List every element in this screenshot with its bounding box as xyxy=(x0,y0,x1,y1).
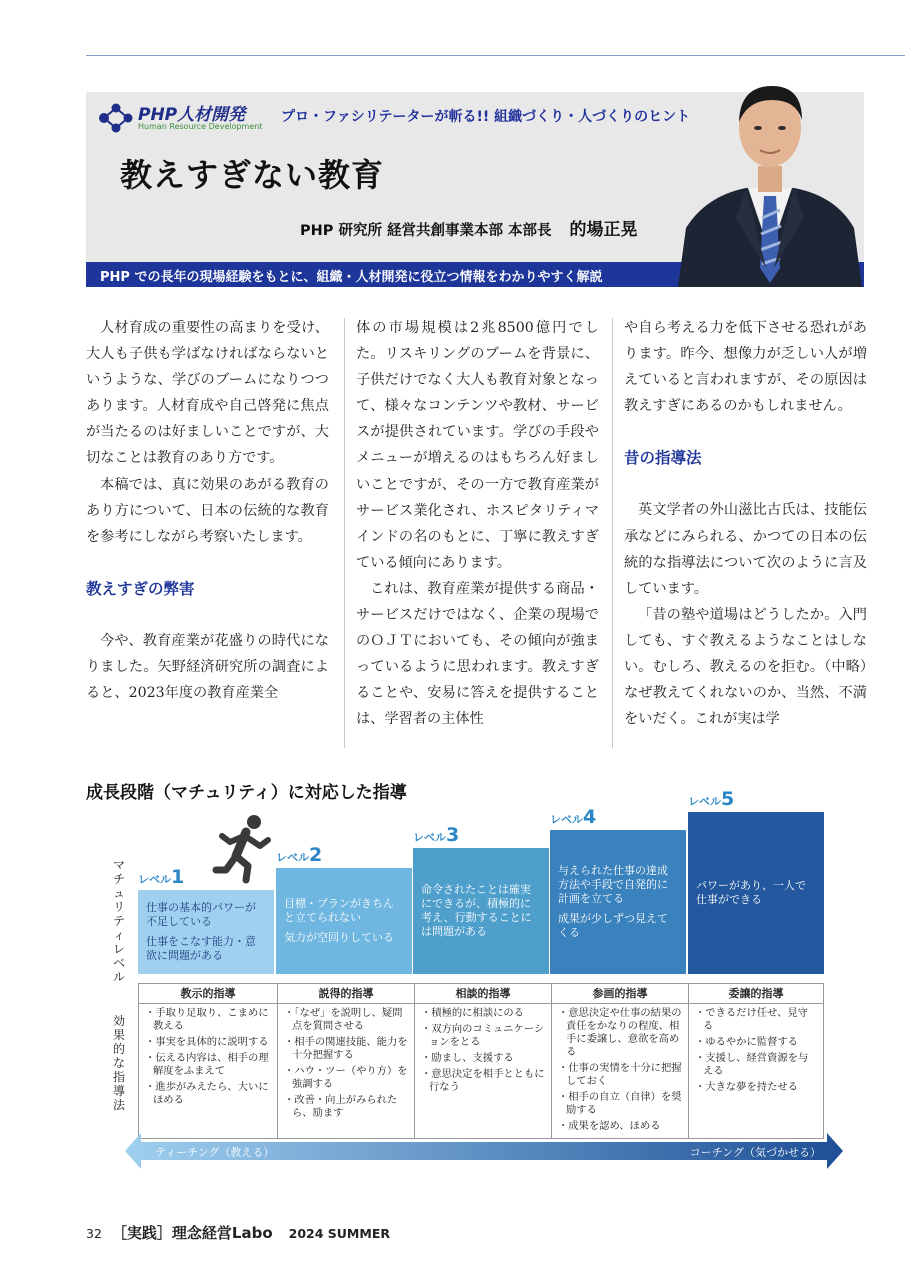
guidance-list xyxy=(139,1004,277,1107)
guidance-item: ・ 意思決定を相手とともに行なう xyxy=(421,1068,546,1094)
level-bar xyxy=(550,830,686,974)
paragraph: 体の市場規模は2兆8500億円でした。リスキリングのブームを背景に、子供だけでなく大人も教育対象となって、様々なコンテンツや教材、サービスが提供されています。学びの手段やメニューが増えるのはもちろん好ましいことですが、その一方で教育産業がサービス業化され、ホスピタリティマインドの名のもとに、丁寧に教えすぎている傾向にあります。 xyxy=(356,320,599,571)
php-logo xyxy=(96,98,271,138)
level-description: 成果が少しずつ見えてくる xyxy=(558,912,668,939)
level-word: レベル xyxy=(550,813,583,826)
level-number: 5 xyxy=(721,788,735,810)
column-3 xyxy=(624,315,867,732)
section-heading: 教えすぎの弊害 xyxy=(86,579,195,598)
guidance-axis-label: 効果的な指導法 xyxy=(112,1014,125,1112)
level-description: 命令されたことは確実にできるが、積極的に考え、行動することには問題がある xyxy=(421,883,532,938)
level-description: 仕事をこなす能力・意欲に問題がある xyxy=(146,935,256,962)
level-label xyxy=(276,844,322,866)
guidance-list xyxy=(552,1004,688,1133)
level-word: レベル xyxy=(276,851,309,864)
guidance-heading: 教示的指導 xyxy=(139,984,277,1004)
level-description: 気力が空回りしている xyxy=(284,931,394,944)
level-bar xyxy=(688,812,824,974)
guidance-item: ・ 意思決定や仕事の結果の責任をかなりの程度、相手に委譲し、意欲を高める xyxy=(558,1007,683,1059)
paragraph: や自ら考える力を低下させる恐れがあります。昨今、想像力が乏しい人が増えていると言われますが、その原因は教えすぎにあるのかもしれません。 xyxy=(624,320,867,415)
level-label xyxy=(413,824,459,846)
guidance-item: ・ 支援し、経営資源を与える xyxy=(695,1052,818,1078)
guidance-list xyxy=(415,1004,551,1094)
guidance-item: ・ 伝える内容は、相手の理解度をふまえて xyxy=(145,1052,272,1078)
level-bar xyxy=(276,868,412,974)
author-name: 的場正晃 xyxy=(569,220,638,240)
level-bar xyxy=(413,848,549,974)
column-2 xyxy=(356,315,599,733)
guidance-item: ・ 成果を認め、ほめる xyxy=(558,1120,683,1133)
level-number: 2 xyxy=(309,844,323,866)
guidance-item: ・ 事実を具体的に説明する xyxy=(145,1036,272,1049)
level-label xyxy=(688,788,734,810)
guidance-heading: 委譲的指導 xyxy=(689,984,823,1004)
guidance-list xyxy=(278,1004,414,1120)
coaching-label: コーチング（気づかせる） xyxy=(689,1146,821,1159)
guidance-item: ・ できるだけ任せ、見守る xyxy=(695,1007,818,1033)
running-person-icon xyxy=(212,812,272,884)
level-number: 1 xyxy=(171,866,185,888)
guidance-list xyxy=(689,1004,823,1094)
author-portrait xyxy=(676,78,864,287)
guidance-item: ・ 相手の自立（自律）を奨励する xyxy=(558,1091,683,1117)
column-divider xyxy=(612,318,613,748)
issue-label: 2024 SUMMER xyxy=(288,1226,390,1241)
guidance-item: ・ 相手の関連技能、能力を十分把握する xyxy=(284,1036,409,1062)
paragraph: 今や、教育産業が花盛りの時代になりました。矢野経済研究所の調査によると、2023年度の教育産業全 xyxy=(86,632,329,702)
guidance-column xyxy=(277,984,414,1138)
guidance-column xyxy=(139,984,277,1138)
guidance-item: ・ 改善・向上がみられたら、励ます xyxy=(284,1094,409,1120)
top-rule xyxy=(86,55,905,56)
guidance-item: ・ 大きな夢を持たせる xyxy=(695,1081,818,1094)
paragraph: 人材育成の重要性の高まりを受け、大人も子供も学ばなければならないというような、学びのブームになりつつあります。人材育成や自己啓発に焦点が当たるのは好ましいことですが、大切なことは教育のあり方です。 xyxy=(86,320,329,467)
figure-title: 成長段階（マチュリティ）に対応した指導 xyxy=(86,783,407,803)
level-description: 与えられた仕事の達成方法や手段で自発的に計画を立てる xyxy=(558,864,668,905)
article-title: 教えすぎない教育 xyxy=(120,156,385,194)
paragraph: 英文学者の外山滋比古氏は、技能伝承などにみられる、かつての日本の伝統的な指導法について次のように言及しています。 xyxy=(624,502,867,597)
level-description: パワーがあり、一人で仕事ができる xyxy=(696,879,806,906)
column-1 xyxy=(86,315,329,706)
level-bar xyxy=(138,890,274,974)
byline xyxy=(300,215,638,240)
guidance-item: ・ 積極的に相談にのる xyxy=(421,1007,546,1020)
guidance-item: ・ 双方向のコミュニケーションをとる xyxy=(421,1023,546,1049)
section-heading: 昔の指導法 xyxy=(624,449,702,468)
level-number: 4 xyxy=(583,806,597,828)
paragraph: 「昔の塾や道場はどうしたか。入門しても、すぐ教えるようなことはしない。むしろ、教えるのを拒む。（中略）なぜ教えてくれないのか、当然、不満をいだく。これが実は学 xyxy=(624,606,867,728)
guidance-item: ・ 仕事の実情を十分に把握しておく xyxy=(558,1062,683,1088)
guidance-heading: 参画的指導 xyxy=(552,984,688,1004)
maturity-axis-label: マチュリティレベル xyxy=(112,858,125,984)
level-number: 3 xyxy=(446,824,460,846)
magazine-name: ［実践］理念経営Labo xyxy=(111,1224,273,1242)
level-label xyxy=(138,866,184,888)
lead-text: PHP での長年の現場経験をもとに、組織・人材開発に役立つ情報をわかりやすく解説 xyxy=(100,270,603,285)
guidance-item: ・ 進歩がみえたら、大いにほめる xyxy=(145,1081,272,1107)
teaching-label: ティーチング（教える） xyxy=(155,1146,275,1159)
guidance-heading: 相談的指導 xyxy=(415,984,551,1004)
guidance-column xyxy=(551,984,688,1138)
paragraph: 本稿では、真に効果のあがる教育のあり方について、日本の伝統的な教育を参考にしながら考察いたします。 xyxy=(86,476,329,545)
author-affiliation: PHP 研究所 経営共創事業本部 本部長 xyxy=(300,223,552,239)
guidance-item: ・ 励まし、支援する xyxy=(421,1052,546,1065)
column-divider xyxy=(344,318,345,748)
logo-subtitle: Human Resource Development xyxy=(138,122,263,131)
guidance-column xyxy=(688,984,823,1138)
guidance-table xyxy=(138,983,824,1139)
level-word: レベル xyxy=(138,873,171,886)
molecule-icon xyxy=(96,102,134,134)
level-word: レベル xyxy=(413,831,446,844)
guidance-item: ・ ゆるやかに監督する xyxy=(695,1036,818,1049)
guidance-heading: 説得的指導 xyxy=(278,984,414,1004)
guidance-item: ・ ハウ・ツー（やり方）を強調する xyxy=(284,1065,409,1091)
guidance-item: ・ 手取り足取り、こまめに教える xyxy=(145,1007,272,1033)
level-description: 仕事の基本的パワーが不足している xyxy=(146,901,256,928)
level-label xyxy=(550,806,596,828)
footer xyxy=(86,1222,390,1243)
level-word: レベル xyxy=(688,795,721,808)
level-description: 目標・プランがきちんと立てられない xyxy=(284,897,394,924)
guidance-column xyxy=(414,984,551,1138)
paragraph: これは、教育産業が提供する商品・サービスだけではなく、企業の現場でのＯＪＴにおいても、その傾向が強まっているように思われます。教えすぎることや、安易に答えを提供することは、学習者の主体性 xyxy=(356,580,599,728)
page-number: 32 xyxy=(86,1226,102,1241)
logo-name: PHP人材開発 xyxy=(138,105,246,125)
guidance-item: ・ 「なぜ」を説明し、疑問点を質問させる xyxy=(284,1007,409,1033)
series-title: プロ・ファシリテーターが斬る!! 組織づくり・人づくりのヒント xyxy=(281,109,691,125)
